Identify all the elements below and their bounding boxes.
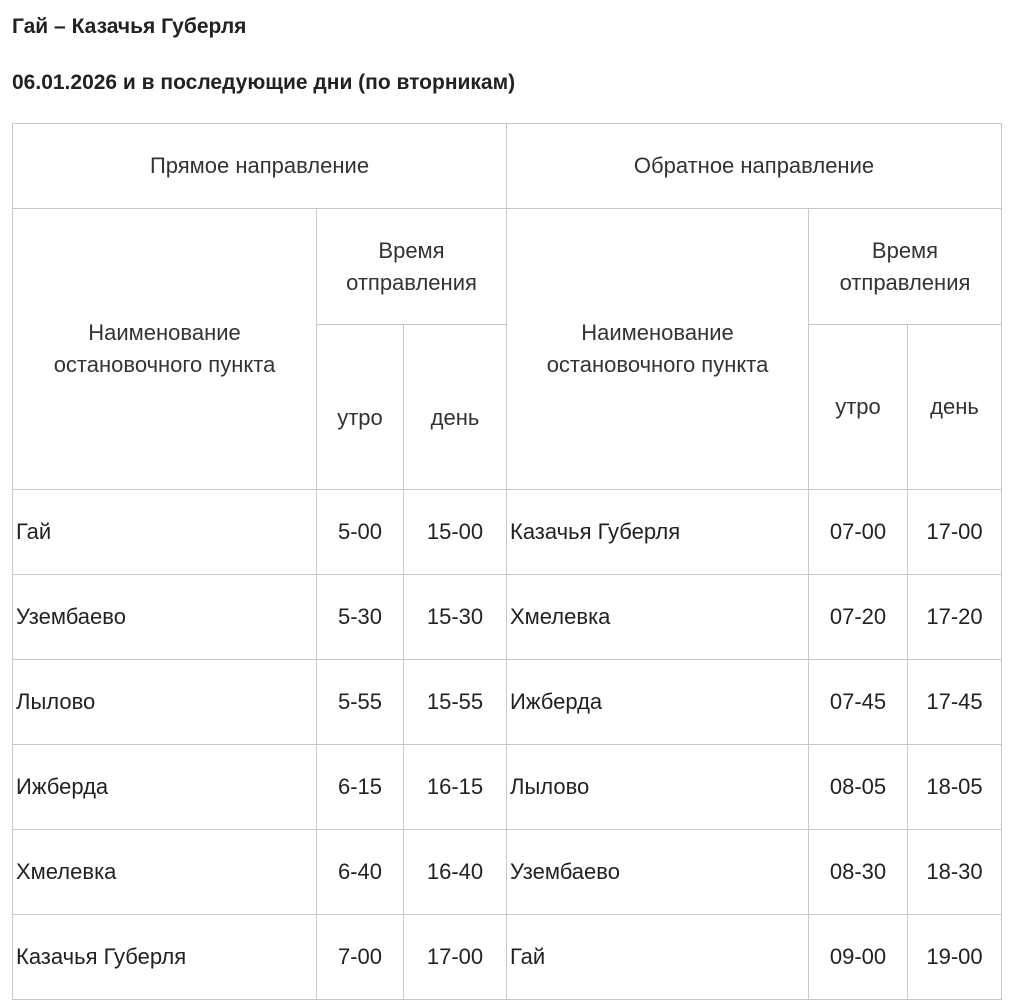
forward-stop-name: Казачья Губерля xyxy=(13,915,317,1000)
direction-header-row xyxy=(13,124,1002,209)
backward-day-time: 18-05 xyxy=(908,745,1002,830)
backward-morning-time: 07-20 xyxy=(809,575,908,660)
forward-day-time: 16-15 xyxy=(404,745,507,830)
backward-morning-time: 08-05 xyxy=(809,745,908,830)
table-row xyxy=(13,660,1002,745)
backward-direction-header: Обратное направление xyxy=(507,124,1002,209)
backward-day-time: 17-20 xyxy=(908,575,1002,660)
forward-day-time: 15-30 xyxy=(404,575,507,660)
forward-day-time: 15-00 xyxy=(404,490,507,575)
forward-stop-name-header: Наименование остановочного пункта xyxy=(13,209,317,490)
backward-day-header: день xyxy=(908,325,1002,490)
forward-day-time: 15-55 xyxy=(404,660,507,745)
table-row xyxy=(13,575,1002,660)
forward-morning-time: 6-40 xyxy=(317,830,404,915)
backward-stop-name: Ижберда xyxy=(507,660,809,745)
backward-morning-time: 08-30 xyxy=(809,830,908,915)
backward-stop-name: Казачья Губерля xyxy=(507,490,809,575)
forward-stop-name: Узембаево xyxy=(13,575,317,660)
forward-morning-time: 5-30 xyxy=(317,575,404,660)
backward-morning-time: 07-00 xyxy=(809,490,908,575)
backward-day-time: 18-30 xyxy=(908,830,1002,915)
forward-day-time: 16-40 xyxy=(404,830,507,915)
schedule-body xyxy=(13,124,1002,1000)
forward-direction-header: Прямое направление xyxy=(13,124,507,209)
forward-stop-name: Ижберда xyxy=(13,745,317,830)
forward-morning-time: 7-00 xyxy=(317,915,404,1000)
forward-morning-time: 5-55 xyxy=(317,660,404,745)
backward-stop-name: Узембаево xyxy=(507,830,809,915)
backward-stop-name: Хмелевка xyxy=(507,575,809,660)
forward-morning-time: 5-00 xyxy=(317,490,404,575)
column-header-row xyxy=(13,209,1002,325)
forward-morning-header: утро xyxy=(317,325,404,490)
backward-morning-header: утро xyxy=(809,325,908,490)
forward-day-header: день xyxy=(404,325,507,490)
backward-stop-name: Гай xyxy=(507,915,809,1000)
forward-morning-time: 6-15 xyxy=(317,745,404,830)
forward-stop-name: Хмелевка xyxy=(13,830,317,915)
backward-day-time: 17-45 xyxy=(908,660,1002,745)
route-dates: 06.01.2026 и в последующие дни (по вторникам) xyxy=(12,71,516,94)
forward-stop-name: Гай xyxy=(13,490,317,575)
route-title: Гай – Казачья Губерля xyxy=(12,15,247,38)
table-row xyxy=(13,830,1002,915)
schedule-table xyxy=(12,123,1002,1000)
backward-stop-name-header: Наименование остановочного пункта xyxy=(507,209,809,490)
backward-departure-time-header: Время отправления xyxy=(809,209,1002,325)
table-row xyxy=(13,915,1002,1000)
backward-day-time: 17-00 xyxy=(908,490,1002,575)
backward-morning-time: 09-00 xyxy=(809,915,908,1000)
backward-morning-time: 07-45 xyxy=(809,660,908,745)
table-row xyxy=(13,490,1002,575)
forward-day-time: 17-00 xyxy=(404,915,507,1000)
backward-day-time: 19-00 xyxy=(908,915,1002,1000)
backward-stop-name: Лылово xyxy=(507,745,809,830)
table-row xyxy=(13,745,1002,830)
forward-stop-name: Лылово xyxy=(13,660,317,745)
forward-departure-time-header: Время отправления xyxy=(317,209,507,325)
